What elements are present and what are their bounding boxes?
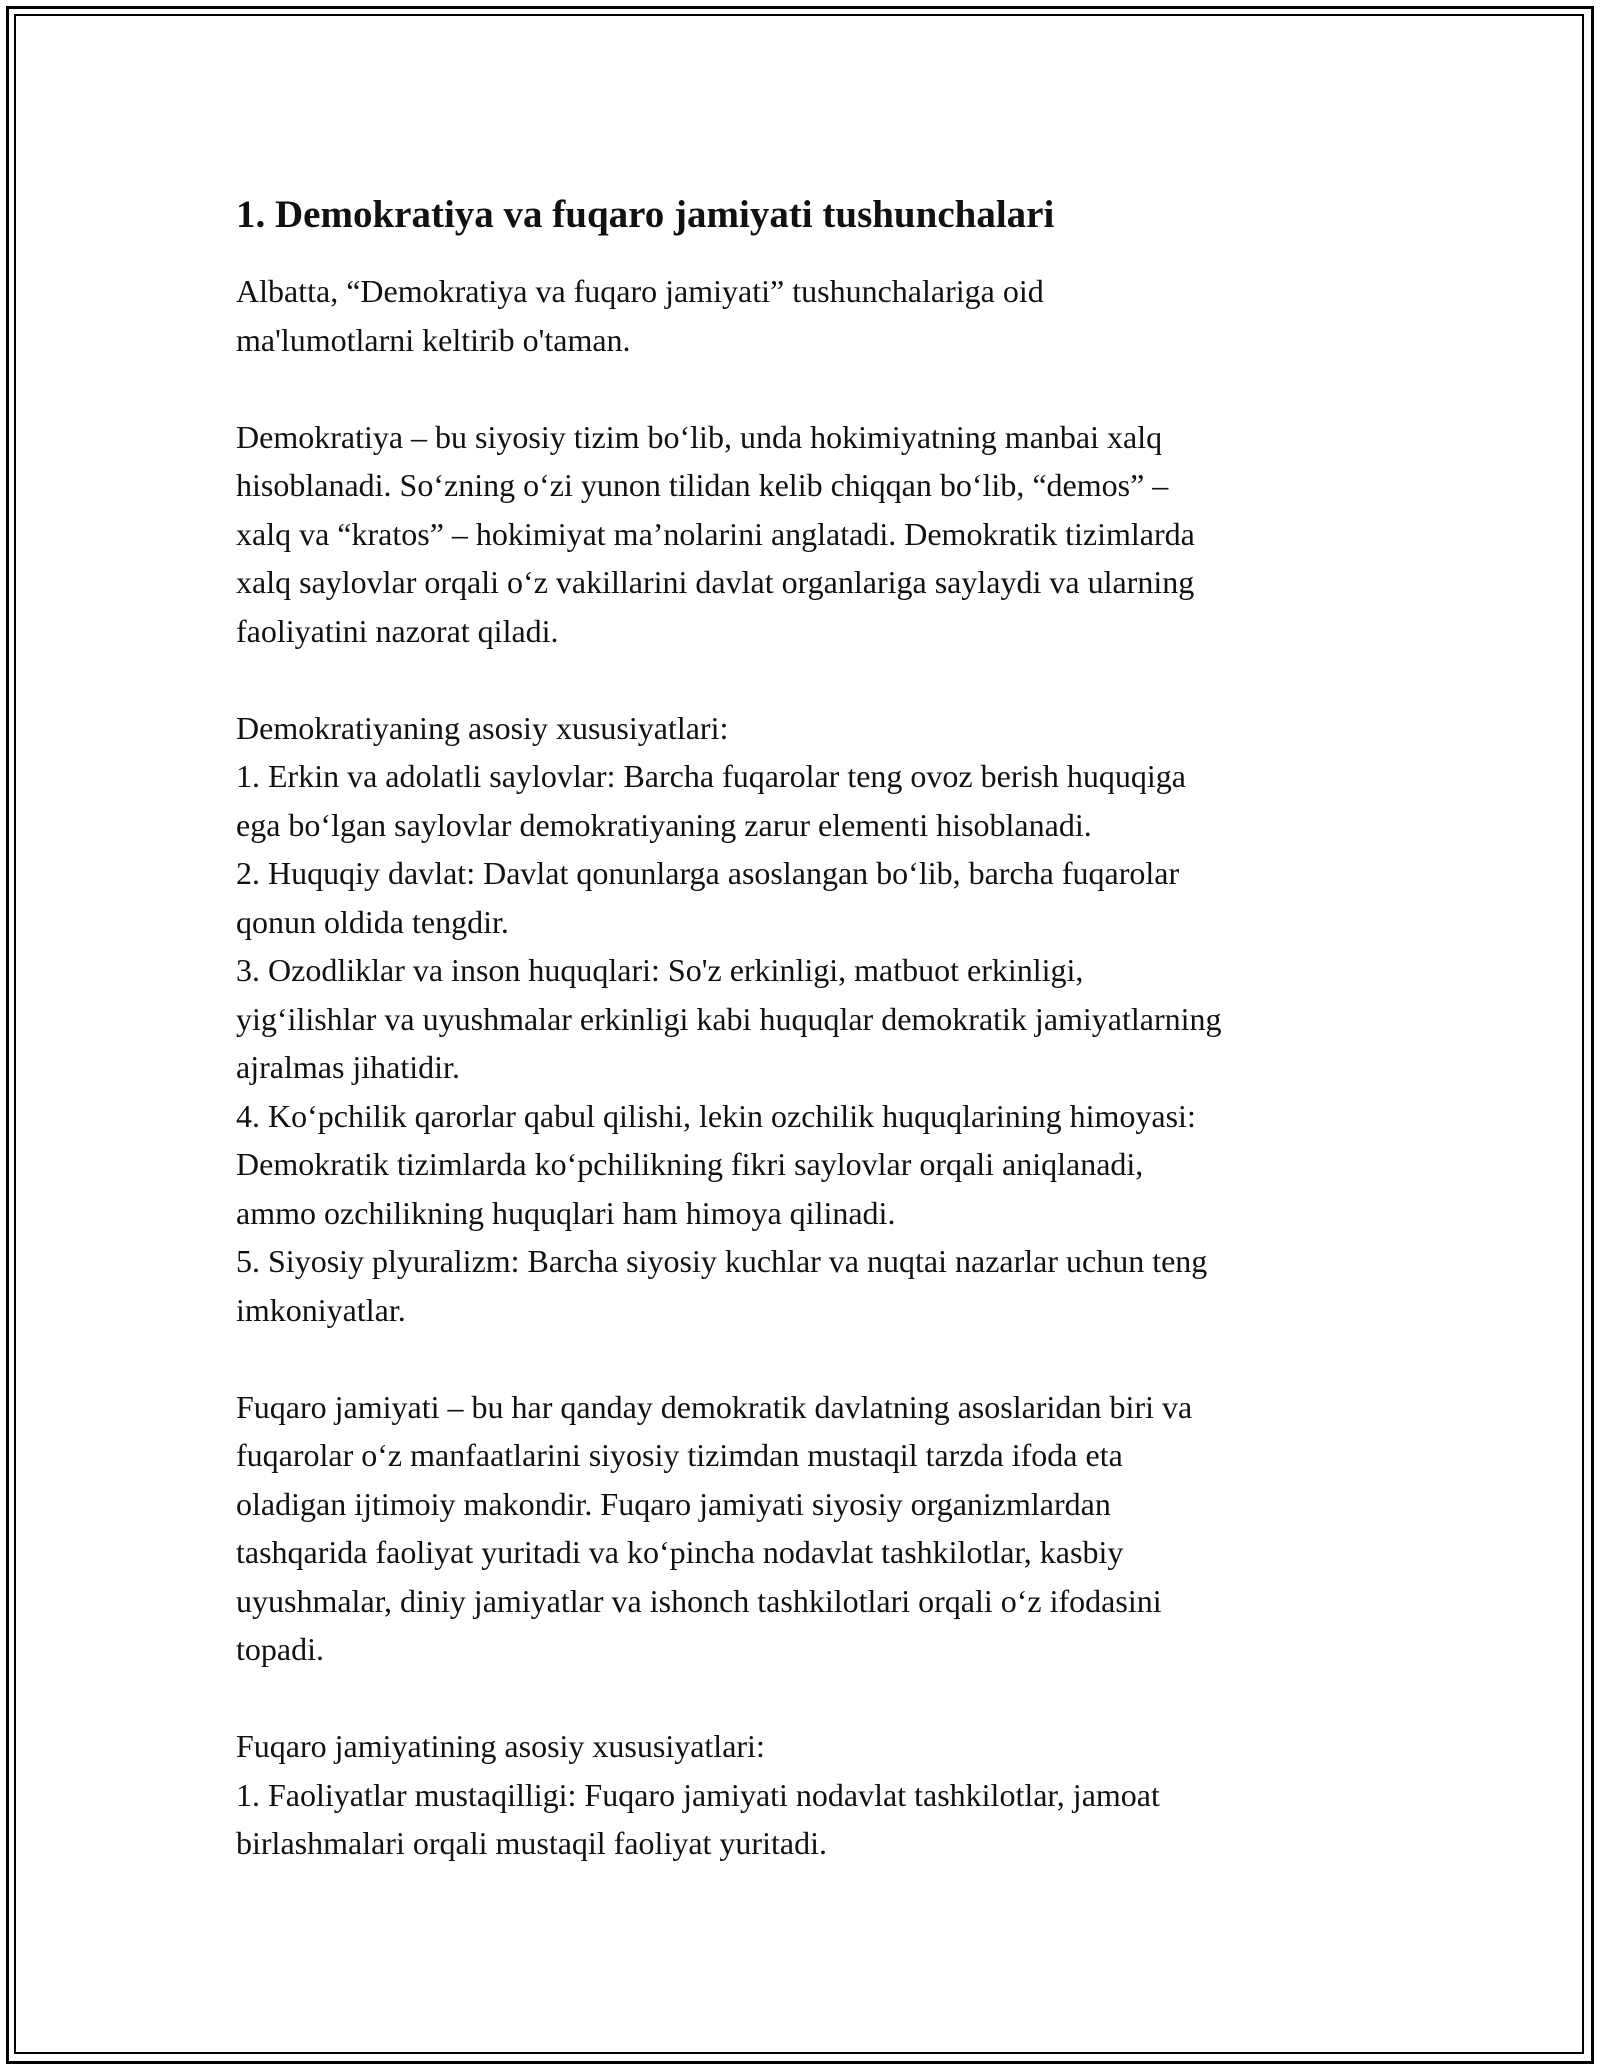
text-line: tashqarida faoliyat yuritadi va ko‘pincha nodavlat tashkilotlar, kasbiy	[236, 1534, 1124, 1570]
civil-society-features-list	[236, 1722, 1376, 1868]
text-line: Fuqaro jamiyati – bu har qanday demokratik davlatning asoslaridan biri va	[236, 1388, 1193, 1425]
text-line: 5. Siyosiy plyuralizm: Barcha siyosiy kuchlar va nuqtai nazarlar uchun teng	[236, 1243, 1208, 1279]
text-line: oladigan ijtimoiy makondir. Fuqaro jamiyati siyosiy organizmlardan	[236, 1485, 1111, 1522]
text-line: uyushmalar, diniy jamiyatlar va ishonch tashkilotlari orqali o‘z ifodasini	[236, 1582, 1162, 1619]
text-line: Demokratiyaning asosiy xususiyatlari:	[236, 709, 729, 746]
paragraph-gap	[236, 1674, 1376, 1723]
text-line: 2. Huquqiy davlat: Davlat qonunlarga asoslangan bo‘lib, barcha fuqarolar	[236, 855, 1180, 891]
paragraph-gap	[236, 364, 1376, 413]
document-title: 1. Demokratiya va fuqaro jamiyati tushunchalari	[236, 193, 1055, 236]
democracy-definition-paragraph	[236, 413, 1376, 656]
text-line: qonun oldida tengdir.	[236, 903, 509, 940]
paragraph-gap	[236, 655, 1376, 704]
text-line: Fuqaro jamiyatining asosiy xususiyatlari:	[236, 1728, 765, 1764]
text-line: Albatta, “Demokratiya va fuqaro jamiyati” tushunchalariga oid	[236, 273, 1044, 309]
document-body	[236, 185, 1376, 1868]
text-line: ma'lumotlarni keltirib o'taman.	[236, 321, 631, 358]
text-line: Demokratik tizimlarda ko‘pchilikning fikri saylovlar orqali aniqlanadi,	[236, 1146, 1144, 1182]
text-line: hisoblanadi. So‘zning o‘zi yunon tilidan kelib chiqqan bo‘lib, “demos” –	[236, 467, 1169, 503]
text-line: 3. Ozodliklar va inson huquqlari: So'z erkinligi, matbuot erkinligi,	[236, 952, 1084, 988]
text-line: ammo ozchilikning huquqlari ham himoya qilinadi.	[236, 1194, 896, 1231]
text-line: Demokratiya – bu siyosiy tizim bo‘lib, unda hokimiyatning manbai xalq	[236, 418, 1163, 455]
text-line: faoliyatini nazorat qiladi.	[236, 612, 559, 649]
paragraph-gap	[236, 1334, 1376, 1383]
democracy-features-list	[236, 704, 1376, 1335]
text-line: fuqarolar o‘z manfaatlarini siyosiy tizimdan mustaqil tarzda ifoda eta	[236, 1437, 1123, 1473]
text-line: xalq saylovlar orqali o‘z vakillarini davlat organlariga saylaydi va ularning	[236, 564, 1195, 600]
text-line: 1. Faoliyatlar mustaqilligi: Fuqaro jamiyati nodavlat tashkilotlar, jamoat	[236, 1776, 1160, 1813]
text-line: imkoniyatlar.	[236, 1291, 406, 1328]
text-line: topadi.	[236, 1631, 324, 1667]
text-line: 1. Erkin va adolatli saylovlar: Barcha fuqarolar teng ovoz berish huquqiga	[236, 758, 1186, 794]
civil-society-definition-paragraph	[236, 1383, 1376, 1674]
intro-paragraph	[236, 267, 1376, 364]
text-line: xalq va “kratos” – hokimiyat ma’nolarini anglatadi. Demokratik tizimlarda	[236, 515, 1195, 552]
text-line: yig‘ilishlar va uyushmalar erkinligi kabi huquqlar demokratik jamiyatlarning	[236, 1000, 1222, 1037]
text-line: 4. Ko‘pchilik qarorlar qabul qilishi, lekin ozchilik huquqlarining himoyasi:	[236, 1097, 1196, 1134]
text-line: ega bo‘lgan saylovlar demokratiyaning zarur elementi hisoblanadi.	[236, 806, 1092, 843]
text-line: birlashmalari orqali mustaqil faoliyat yuritadi.	[236, 1825, 827, 1861]
text-line: ajralmas jihatidir.	[236, 1049, 460, 1085]
